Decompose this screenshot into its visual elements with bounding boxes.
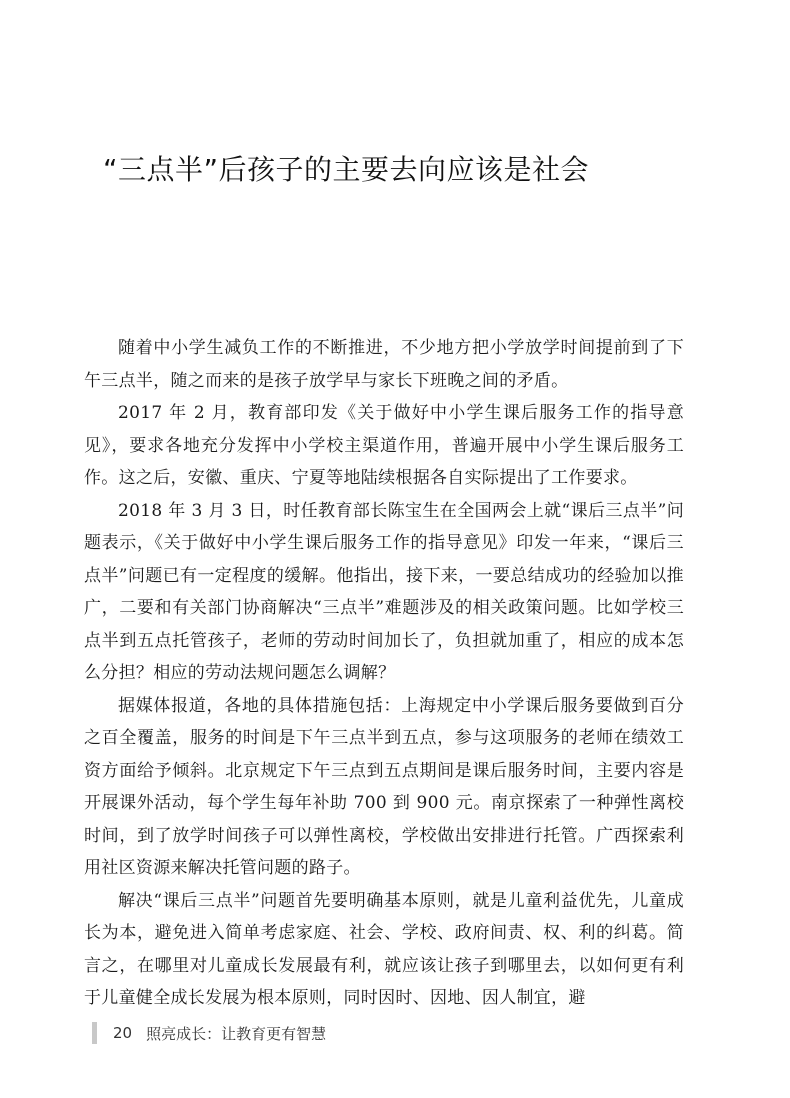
running-book-title: 照亮成长：让教育更有智慧 [146, 1024, 327, 1043]
article-title: “三点半”后孩子的主要去向应该是社会 [103, 153, 590, 186]
page-number: 20 [113, 1024, 133, 1042]
paragraph: 据媒体报道，各地的具体措施包括：上海规定中小学课后服务要做到百分之百全覆盖，服务的时间是下午三点半到五点，参与这项服务的老师在绩效工资方面给予倾斜。北京规定下午三点到五点期间是课后服务时间，主要内容是开展课外活动，每个学生每年补助 700 到 900 元。南京探索了一种弹性离校时间，到了放学时间孩子可以弹性离校，学校做出安排进行托管。广西探索利用社区资源来解决托管问题的路子。 [84, 695, 684, 878]
paragraph: 解决“课后三点半”问题首先要明确基本原则，就是儿童利益优先，儿童成长为本，避免进入简单考虑家庭、社会、学校、政府间责、权、利的纠葛。简言之，在哪里对儿童成长发展最有利，就应该让孩子到哪里去，以如何更有利于儿童健全成长发展为根本原则，同时因时、因地、因人制宜，避 [84, 890, 684, 1008]
page-footer [92, 1022, 326, 1044]
paragraph: 2017 年 2 月，教育部印发《关于做好中小学生课后服务工作的指导意见》，要求各地充分发挥中小学校主渠道作用，普遍开展中小学生课后服务工作。这之后，安徽、重庆、宁夏等地陆续根据各自实际提出了工作要求。 [84, 403, 684, 488]
paragraph: 2018 年 3 月 3 日，时任教育部长陈宝生在全国两会上就“课后三点半”问题表示，《关于做好中小学生课后服务工作的指导意见》印发一年来，“课后三点半”问题已有一定程度的缓解。他指出，接下来，一要总结成功的经验加以推广，二要和有关部门协商解决“三点半”难题涉及的相关政策问题。比如学校三点半到五点托管孩子，老师的劳动时间加长了，负担就加重了，相应的成本怎么分担？相应的劳动法规问题怎么调解？ [84, 500, 684, 683]
paragraph: 随着中小学生减负工作的不断推进，不少地方把小学放学时间提前到了下午三点半，随之而来的是孩子放学早与家长下班晚之间的矛盾。 [84, 338, 684, 391]
article-body [84, 332, 684, 1015]
footer-bar [92, 1022, 97, 1044]
